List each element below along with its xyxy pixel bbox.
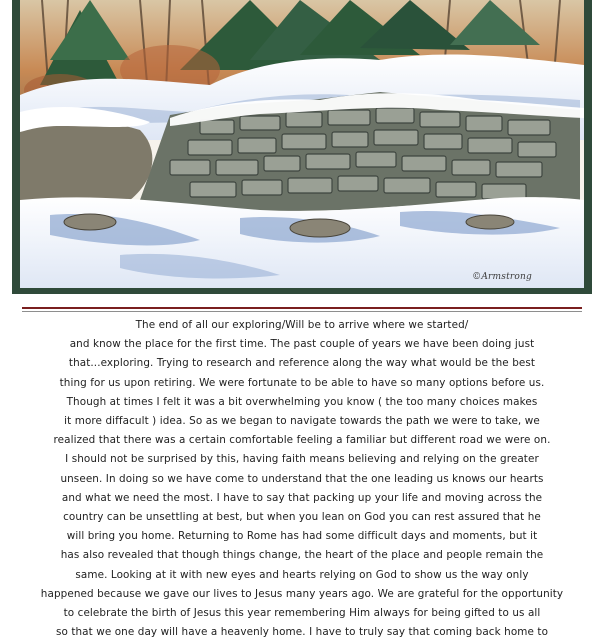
- text-line: will bring you home. Returning to Rome has had some difficult days and moments, but it: [66, 530, 538, 543]
- text-line: The end of all our exploring/Will be to arrive where we started/: [135, 319, 469, 331]
- text-line: to celebrate the birth of Jesus this year remembering Him always for being gifted to us all: [63, 607, 541, 620]
- watercolor-painting: [20, 0, 584, 288]
- divider-line-gray: [22, 311, 582, 312]
- left-rock: [20, 116, 152, 205]
- text-line: thing for us upon retiring. We were fortunate to be able to have so many options before us.: [59, 376, 545, 389]
- divider-line-red: [22, 307, 582, 309]
- stone-blocks: [170, 108, 556, 199]
- text-line: has also revealed that though things change, the heart of the place and people remain the: [60, 549, 544, 562]
- text-line: I should not be surprised by this, having faith means believing and relying on the greater: [65, 453, 539, 466]
- text-line: and know the place for the first time. The past couple of years we have been doing just: [69, 338, 535, 351]
- painting-frame: [12, 0, 592, 294]
- text-line: realized that there was a certain comfortable feeling a familiar but different road we were on.: [53, 434, 551, 447]
- text-line: it more diffacult ) idea. So as we began to navigate towards the path we were to take, we: [64, 415, 540, 428]
- text-line: happened because we gave our lives to Jesus many years ago. We are grateful for the opportunity: [40, 587, 564, 600]
- text-line: so that we one day will have a heavenly home. I have to truly say that coming back home to: [55, 626, 549, 639]
- snowy-stone-wall-illustration: [20, 0, 584, 288]
- artist-signature: ©Armstrong: [472, 272, 532, 282]
- text-line: country can be unsettling at best, but when you lean on God you can rest assured that he: [63, 511, 541, 524]
- letter-text: [14, 316, 590, 642]
- text-line: unseen. In doing so we have come to understand that the one leading us knows our hearts: [60, 472, 544, 485]
- text-line: Though at times I felt it was a bit overwhelming you know ( the too many choices makes: [66, 395, 538, 408]
- text-line: same. Looking at it with new eyes and hearts relying on God to show us the way only: [75, 568, 529, 581]
- text-line: and what we need the most. I have to say that packing up your life and moving across the: [61, 491, 543, 504]
- text-line: that...exploring. Trying to research and reference along the way what would be the best: [68, 357, 536, 370]
